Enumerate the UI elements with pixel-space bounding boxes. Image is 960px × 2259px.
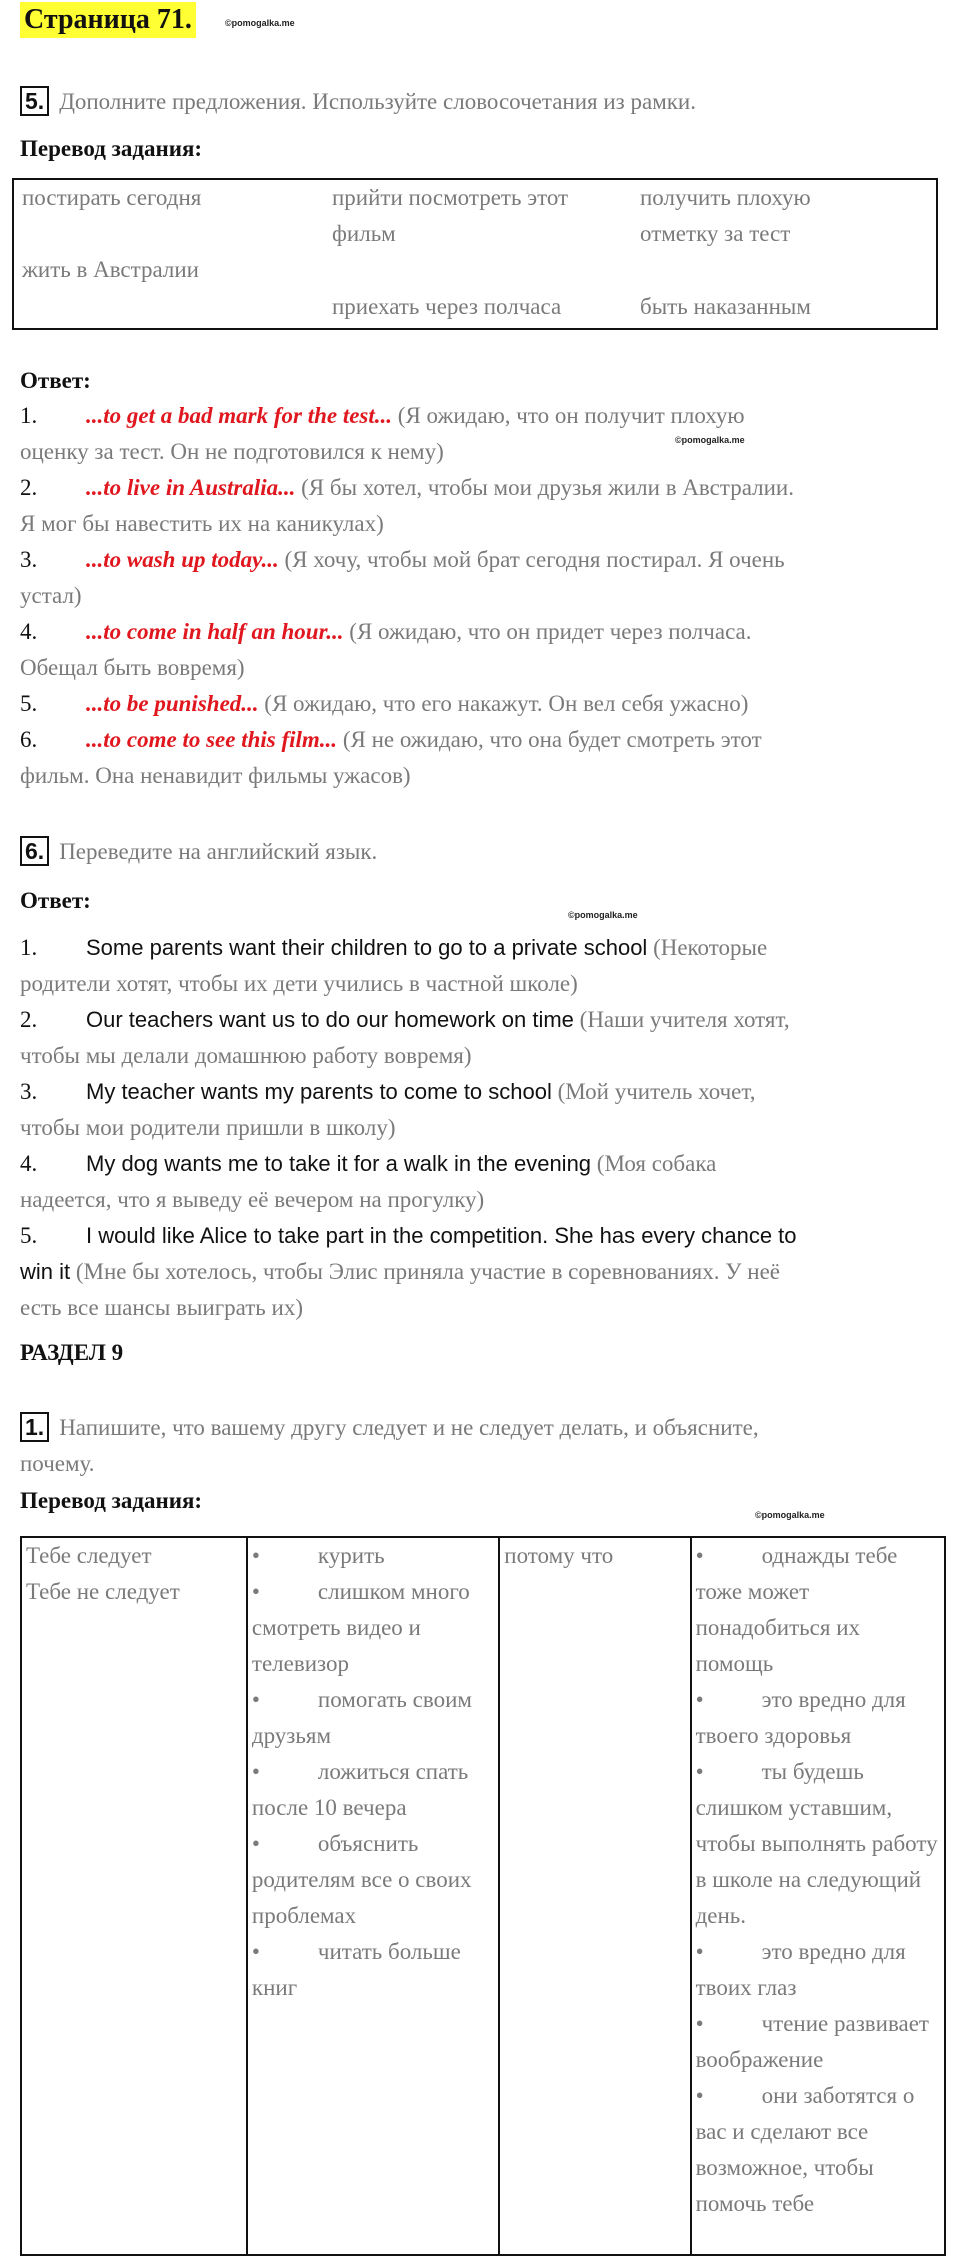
- word-box: [12, 178, 938, 330]
- box-phrase: отметку за тест: [640, 221, 791, 246]
- answer-item: 6. ...to come to see this film... (Я не ожидаю, что она будет смотреть этот: [20, 727, 762, 752]
- watermark: ©pomogalka.me: [755, 1510, 825, 1520]
- section9-task1-instruction: Напишите, что вашему другу следует и не следует делать, и объясните,: [59, 1415, 759, 1440]
- page-title: Страница 71.: [20, 2, 196, 38]
- answer-item: 4. ...to come in half an hour... (Я ожидаю, что он придет через полчаса.: [20, 619, 752, 644]
- answer-item: 1. Some parents want their children to go to a private school (Некоторые: [20, 935, 768, 960]
- task6-instruction: Переведите на английский язык.: [59, 839, 378, 864]
- watermark: ©pomogalka.me: [225, 18, 295, 28]
- list-item: • однажды тебе тоже может понадобиться их помощь: [695, 1543, 898, 1676]
- section9-task1-number: 1.: [20, 1412, 49, 1442]
- answer-item: 5. ...to be punished... (Я ожидаю, что его накажут. Он вел себя ужасно): [20, 691, 749, 716]
- list-item: • слишком много смотреть видео и телевизор: [251, 1579, 470, 1676]
- task5-translation-label: Перевод задания:: [20, 136, 203, 161]
- task5-heading: [20, 86, 696, 118]
- table-cell: [691, 1537, 945, 2255]
- task6-answer-label: Ответ:: [20, 888, 91, 913]
- advice-table: [20, 1536, 946, 2256]
- list-item: • они заботятся о вас и сделают все возможное, чтобы помочь тебе: [695, 2083, 915, 2216]
- table-cell: потому что: [499, 1537, 690, 2255]
- box-phrase: постирать сегодня: [22, 185, 202, 210]
- table-cell: [247, 1537, 499, 2255]
- table-row: [21, 1537, 945, 2255]
- list-item: • ложиться спать после 10 вечера: [251, 1759, 469, 1820]
- list-item: • ты будешь слишком уставшим, чтобы выполнять работу в школе на следующий день.: [695, 1759, 938, 1928]
- box-phrase: приехать через полчаса: [332, 294, 562, 319]
- section9-translation-label: Перевод задания:: [20, 1488, 203, 1513]
- list-item: • курить: [251, 1543, 385, 1568]
- answer-item: 1. ...to get a bad mark for the test... (Я ожидаю, что он получит плохую: [20, 403, 745, 428]
- box-phrase: жить в Австралии: [22, 257, 199, 282]
- answer-item: 2. Our teachers want us to do our homework on time (Наши учителя хотят,: [20, 1007, 790, 1032]
- answer-item: 4. My dog wants me to take it for a walk in the evening (Моя собака: [20, 1151, 717, 1176]
- list-item: • это вредно для твоих глаз: [695, 1939, 906, 2000]
- box-phrase: получить плохую: [640, 185, 811, 210]
- task5-number: 5.: [20, 86, 49, 116]
- section9-task1-heading: [20, 1412, 940, 1444]
- box-phrase: быть наказанным: [640, 294, 811, 319]
- task5-answer-label: Ответ:: [20, 368, 91, 393]
- watermark: ©pomogalka.me: [568, 910, 638, 920]
- list-item: • помогать своим друзьям: [251, 1687, 472, 1748]
- box-phrase: прийти посмотреть этот: [332, 185, 569, 210]
- task6-heading: [20, 836, 377, 868]
- list-item: • это вредно для твоего здоровья: [695, 1687, 906, 1748]
- page: Страница 71. ©pomogalka.me 5. Дополните предложения. Используйте словосочетания из рамки. Перевод задания: постирать сегодня прийти посмотреть этот получить плохую фильм отметку за тест жить в Австралии приехать через полчаса быть наказанным Ответ: ©pomogalka.me 1. ...to get a bad mark for the test... (Я ожидаю, что он получит плохую оценку за тест. Он не подготовился к нему) 2. ...to live in Australia... (Я бы хотел, чтобы мои друзья жили в Австралии. Я мог бы навестить их на каникулах) 3. ...to wash up today... (Я хочу, чтобы мой брат сегодня постирал. Я очень устал) 4. ...to come in half an hour... (Я ожидаю, что он придет через полчаса. Обещал быть вовремя) 5. ...to be punished... (Я ожидаю, что его накажут. Он вел себя ужасно) 6. ...to come to see this film... (Я не ожидаю, что она будет смотреть этот фильм. Она ненавидит фильмы ужасов) 6. Переведите на английский язык. Ответ: ©pomogalka.me 1. Some parents want their children to go to a private school (Некоторые родители хотят, чтобы их дети учились в частной школе) 2. Our teachers want us to do our homework on time (Наши учителя хотят, чтобы мы делали домашнюю работу вовремя) 3. My teacher wants my parents to come to school (Мой учитель хочет, чтобы мои родители пришли в школу) 4. My dog wants me to take it for a walk in the evening (Моя собака надеется, что я выведу её вечером на прогулку) 5. I would like Alice to take part in the competition. She has every chance to win it (Мне бы хотелось, чтобы Элис приняла участие в соревнованиях. У неё есть все шансы выиграть их) РАЗДЕЛ 9 1. Напишите, что вашему другу следует и не следует делать, и объясните, почему. Перевод задания: ©pomogalka.me Тебе следует Тебе не следует • курить • слишком много смотреть видео и телевизор • помогать своим друзьям • ложиться спать после 10 вечера • объяснить родителям все о своих проблемах • читать больше книг потому что • однажды тебе тоже может понадобиться их помощь • это вредно для твоего здоровья • ты будешь слишком уставшим, чтобы выполнять работу в школе на следующий день. • это вредно для твоих глаз • чтение развивает воображение • они заботятся о вас и сделают все возможное, чтобы помочь тебе: [0, 0, 960, 2259]
- answer-item: 3. My teacher wants my parents to come to school (Мой учитель хочет,: [20, 1079, 756, 1104]
- table-cell: Тебе следует Тебе не следует: [21, 1537, 247, 2255]
- list-item: • читать больше книг: [251, 1939, 461, 2000]
- answer-item: 3. ...to wash up today... (Я хочу, чтобы мой брат сегодня постирал. Я очень: [20, 547, 785, 572]
- section-title: РАЗДЕЛ 9: [20, 1340, 124, 1365]
- task6-number: 6.: [20, 836, 49, 866]
- list-item: • чтение развивает воображение: [695, 2011, 929, 2072]
- task6-answers: 1. Some parents want their children to go to a private school (Некоторые родители хотят, чтобы их дети учились в частной школе) 2. Our teachers want us to do our homework on time (Наши учителя хотят, чтобы мы делали домашнюю работу вовремя) 3. My teacher wants my parents to come to school (Мой учитель хочет, чтобы мои родители пришли в школу) 4. My dog wants me to take it for a walk in the evening (Моя собака надеется, что я выведу её вечером на прогулку) 5. I would like Alice to take part in the competition. She has every chance to win it (Мне бы хотелось, чтобы Элис приняла участие в соревнованиях. У неё есть все шансы выиграть их): [20, 930, 940, 1326]
- watermark: ©pomogalka.me: [675, 435, 745, 445]
- answer-item: 5. I would like Alice to take part in the competition. She has every chance to: [20, 1223, 797, 1248]
- answer-item: 2. ...to live in Australia... (Я бы хотел, чтобы мои друзья жили в Австралии.: [20, 475, 794, 500]
- task5-instruction: Дополните предложения. Используйте словосочетания из рамки.: [59, 89, 696, 114]
- box-phrase: фильм: [332, 221, 396, 246]
- task5-answers: 1. ...to get a bad mark for the test... (Я ожидаю, что он получит плохую оценку за тест. Он не подготовился к нему) 2. ...to live in Australia... (Я бы хотел, чтобы мои друзья жили в Австралии. Я мог бы навестить их на каникулах) 3. ...to wash up today... (Я хочу, чтобы мой брат сегодня постирал. Я очень устал) 4. ...to come in half an hour... (Я ожидаю, что он придет через полчаса. Обещал быть вовремя) 5. ...to be punished... (Я ожидаю, что его накажут. Он вел себя ужасно) 6. ...to come to see this film... (Я не ожидаю, что она будет смотреть этот фильм. Она ненавидит фильмы ужасов): [20, 398, 940, 794]
- list-item: • объяснить родителям все о своих проблемах: [251, 1831, 472, 1928]
